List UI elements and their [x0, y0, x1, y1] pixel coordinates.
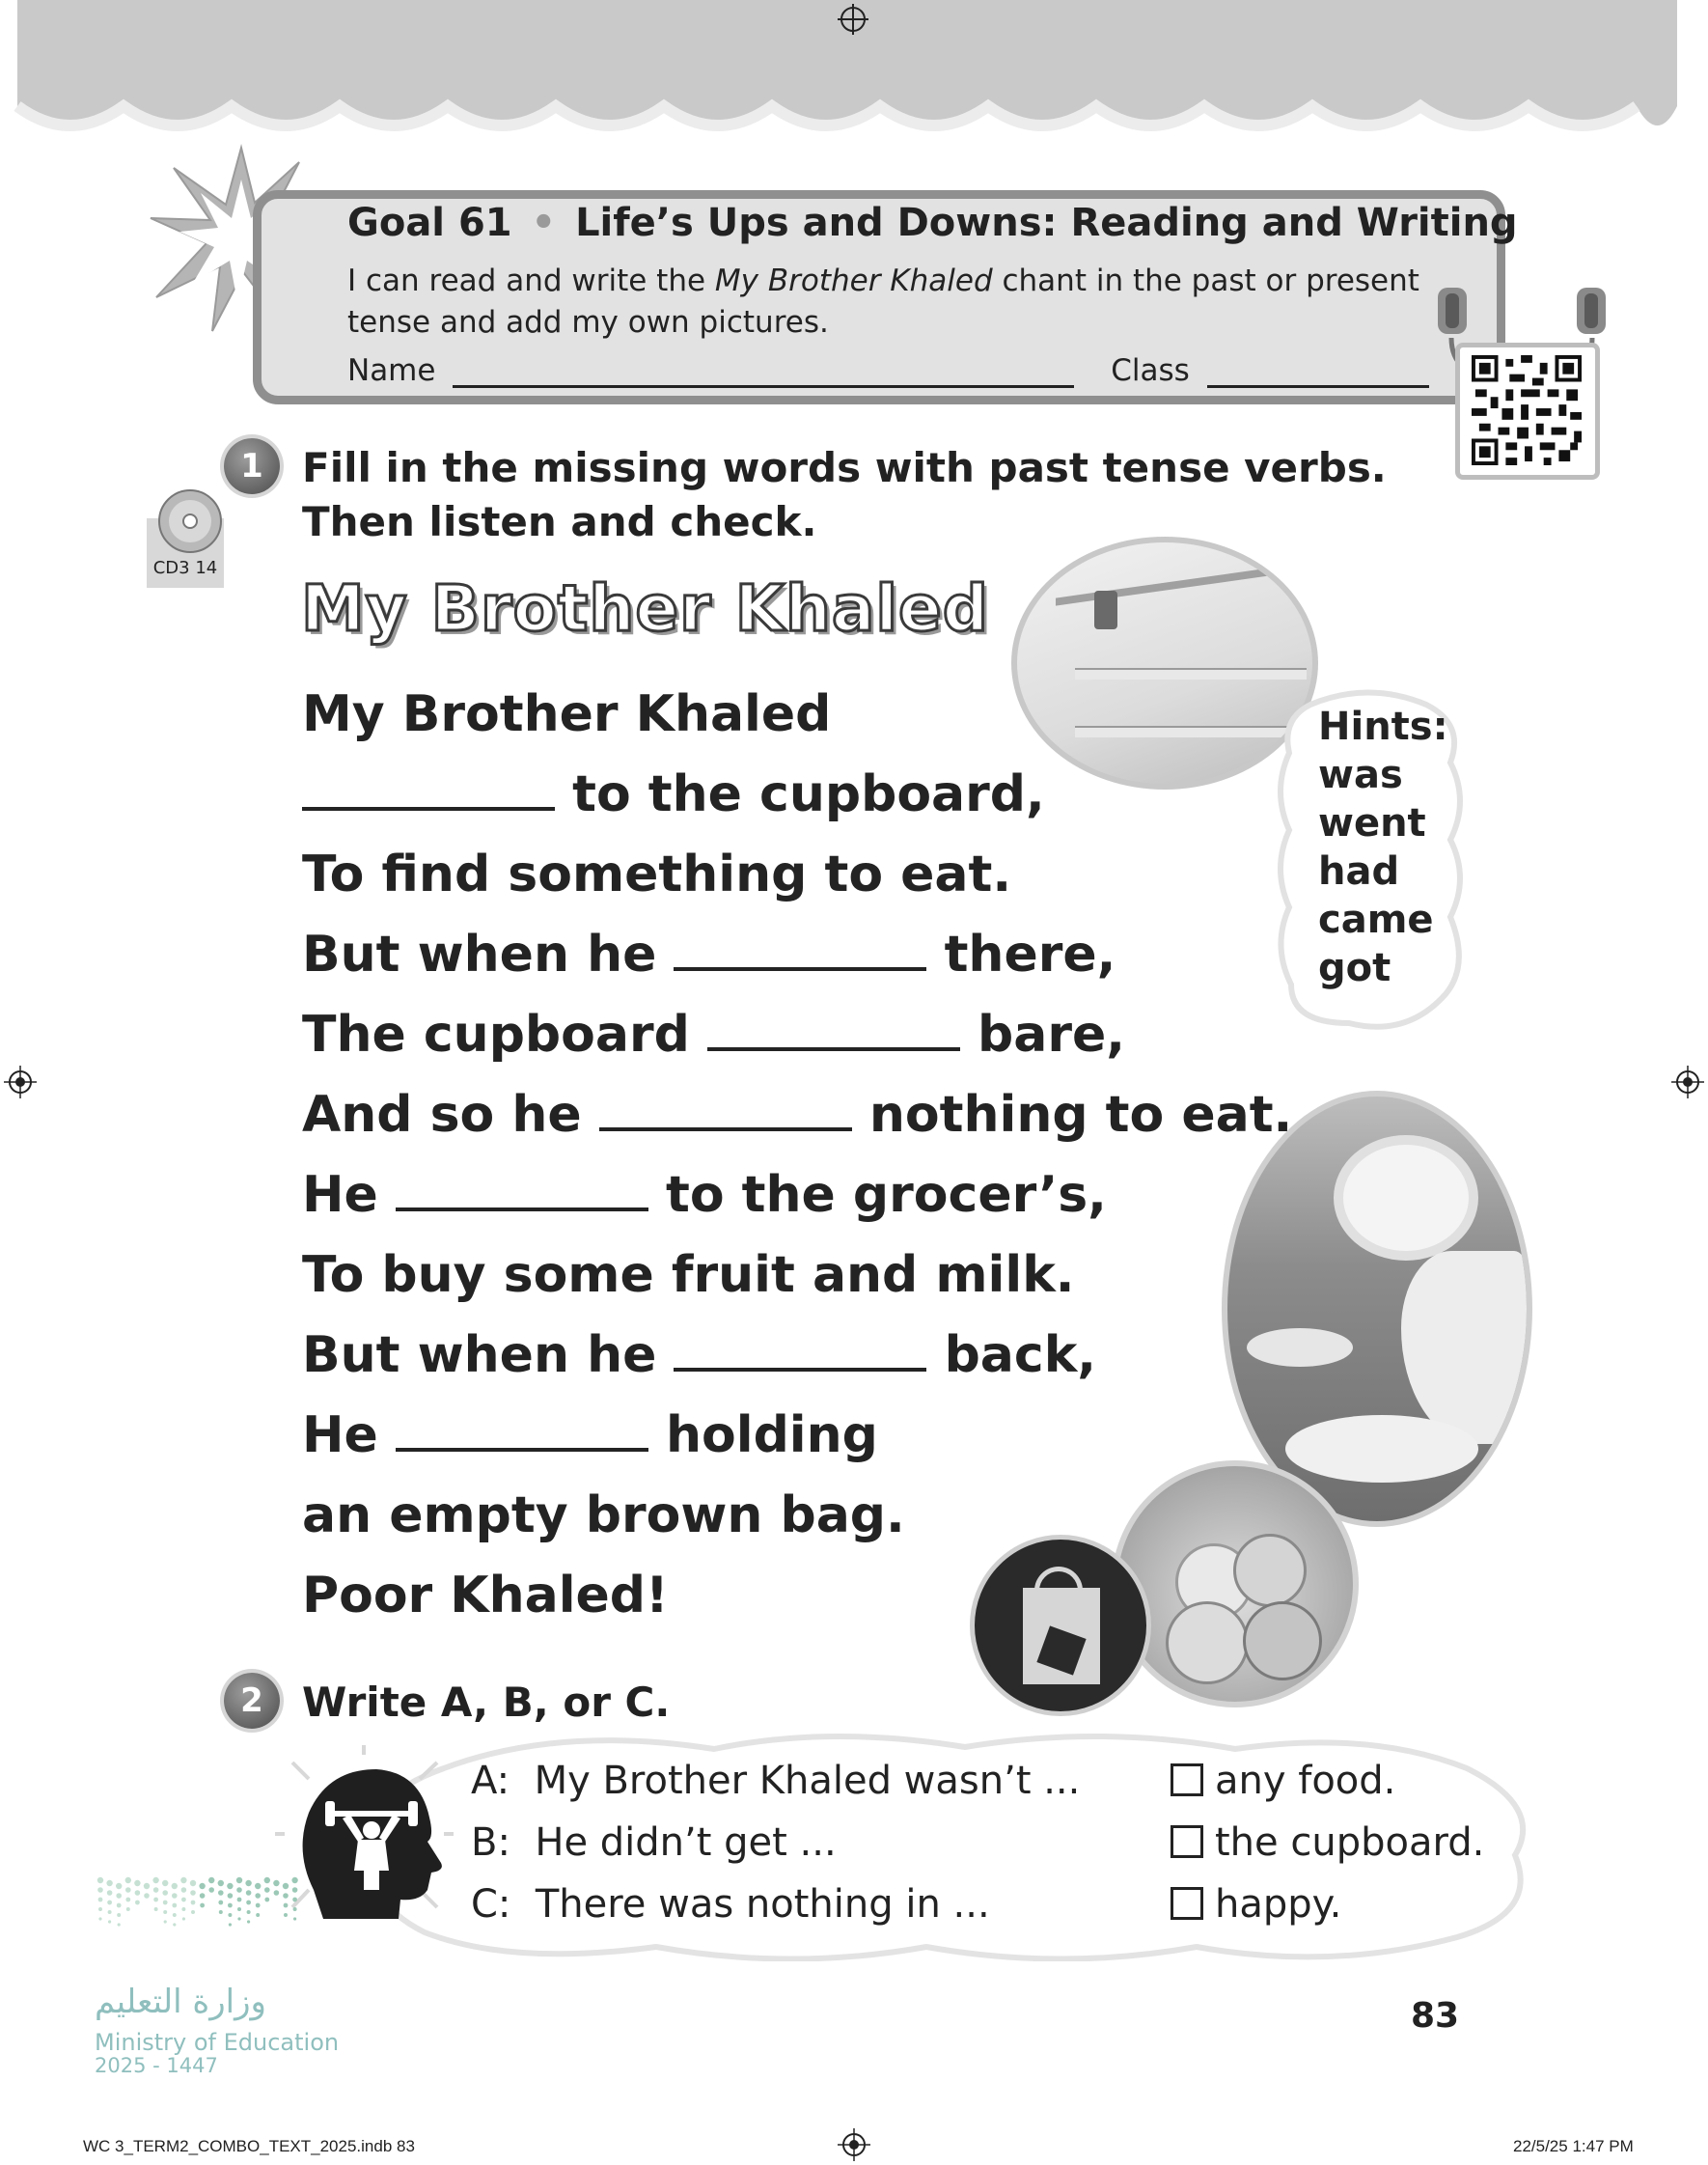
chant-line: [302, 1236, 1075, 1314]
exercise-1-instruction: Fill in the missing words with past tense verbs. Then listen and check.: [302, 444, 1387, 545]
registration-mark-icon: [838, 2128, 870, 2161]
chant-text: He: [302, 1166, 396, 1224]
chant-line: [302, 836, 1011, 913]
registration-mark-icon: [1671, 1066, 1704, 1098]
chant-line: [302, 1557, 669, 1634]
prompt-c: C: There was nothing in ...: [471, 1882, 990, 1927]
verb-blank-field[interactable]: [396, 1405, 648, 1452]
chant-line: [302, 916, 1116, 993]
registration-mark-icon: [4, 1066, 37, 1098]
chant-text: back,: [926, 1326, 1097, 1384]
chant-text: to the cupboard,: [555, 765, 1045, 823]
verb-blank-field[interactable]: [707, 1005, 960, 1051]
chant-text: an empty brown bag.: [302, 1486, 905, 1544]
prompt-a: A: My Brother Khaled wasn’t ...: [471, 1759, 1081, 1803]
qr-code[interactable]: [1455, 343, 1600, 480]
prompt-b: B: He didn’t get ...: [471, 1820, 837, 1865]
chant-line: [302, 676, 831, 753]
chant-text: He: [302, 1406, 396, 1464]
chant-text: Poor Khaled!: [302, 1567, 669, 1624]
chant-line: [302, 1397, 878, 1474]
chant-line: [302, 756, 1045, 833]
ending-row: the cupboard.: [1171, 1820, 1484, 1882]
ministry-dots-logo: [95, 1861, 307, 1967]
chant-text: to the grocer’s,: [647, 1166, 1107, 1224]
hints-list: [1318, 703, 1448, 992]
chant-text: To buy some fruit and milk.: [302, 1246, 1075, 1304]
verb-blank-field[interactable]: [396, 1165, 648, 1211]
verb-blank-field[interactable]: [674, 925, 926, 971]
fruit-bag-photo: [1112, 1460, 1359, 1707]
name-field[interactable]: [453, 356, 1074, 388]
ending-row: any food.: [1171, 1759, 1484, 1820]
ministry-english-name: Ministry of Education: [95, 2029, 340, 2056]
chant-text: My Brother Khaled: [302, 685, 832, 743]
goal-number: Goal 61: [347, 201, 512, 245]
hint-word: was: [1318, 753, 1403, 797]
name-label: Name: [347, 353, 436, 388]
chant-line: [302, 996, 1125, 1073]
verb-blank-field[interactable]: [674, 1325, 926, 1372]
chant-text: But when he: [302, 926, 675, 984]
matching-endings: [1171, 1759, 1484, 1944]
hint-word: got: [1318, 946, 1391, 990]
class-field[interactable]: [1207, 356, 1429, 388]
answer-checkbox[interactable]: [1171, 1763, 1203, 1796]
empty-bag-photo: [970, 1535, 1151, 1716]
footer-date: 22/5/25 1:47 PM: [1513, 2137, 1634, 2155]
exercise-2-number: 2: [224, 1673, 280, 1729]
chant-text: And so he: [302, 1086, 599, 1144]
chant-line: [302, 1477, 905, 1554]
chant-text: But when he: [302, 1326, 675, 1384]
hint-word: had: [1318, 849, 1400, 894]
hints-label: Hints:: [1318, 705, 1448, 749]
goal-subtitle: Life’s Ups and Downs: Reading and Writing: [575, 201, 1518, 245]
chant-line: [302, 1156, 1107, 1234]
chant-name-italic: My Brother Khaled: [714, 264, 993, 298]
answer-checkbox[interactable]: [1171, 1887, 1203, 1920]
chant-title: My Brother Khaled: [301, 571, 989, 646]
goal-description: I can read and write the My Brother Khaled chant in the past or present tense and add my own pictures.: [347, 264, 1419, 340]
matching-prompts: [471, 1759, 1080, 1944]
cd-icon[interactable]: [156, 487, 224, 555]
awning-banner: [0, 0, 1708, 154]
chant-text: there,: [926, 926, 1116, 984]
cd-track-label: CD3 14: [152, 558, 218, 578]
ending-row: happy.: [1171, 1882, 1484, 1944]
hint-word: came: [1318, 898, 1434, 942]
chant-text: nothing to eat.: [851, 1086, 1293, 1144]
exercise-2-instruction: Write A, B, or C.: [302, 1679, 671, 1726]
class-label: Class: [1111, 353, 1190, 388]
verb-blank-field[interactable]: [302, 764, 555, 811]
name-class-row: [347, 353, 1429, 388]
verb-blank-field[interactable]: [599, 1085, 852, 1131]
hint-word: went: [1318, 801, 1426, 846]
footer-file-info: WC 3_TERM2_COMBO_TEXT_2025.indb 83: [83, 2137, 415, 2155]
spilled-milk-photo: [1222, 1091, 1532, 1527]
page-number: 83: [1411, 1996, 1460, 2036]
chant-line: [302, 1317, 1096, 1394]
chant-text: holding: [647, 1406, 878, 1464]
chant-text: The cupboard: [302, 1006, 707, 1064]
answer-checkbox[interactable]: [1171, 1825, 1203, 1858]
ministry-year: 2025 - 1447: [95, 2054, 218, 2077]
chant-text: bare,: [959, 1006, 1126, 1064]
exercise-1-number: 1: [224, 438, 280, 494]
goal-separator: •: [531, 201, 557, 245]
qr-code-icon: [1470, 355, 1584, 465]
goal-heading: [347, 201, 1518, 245]
ministry-arabic-name: وزارة التعليم: [95, 1983, 266, 2021]
chant-text: To find something to eat.: [302, 846, 1012, 903]
chant-line: [302, 1076, 1292, 1153]
